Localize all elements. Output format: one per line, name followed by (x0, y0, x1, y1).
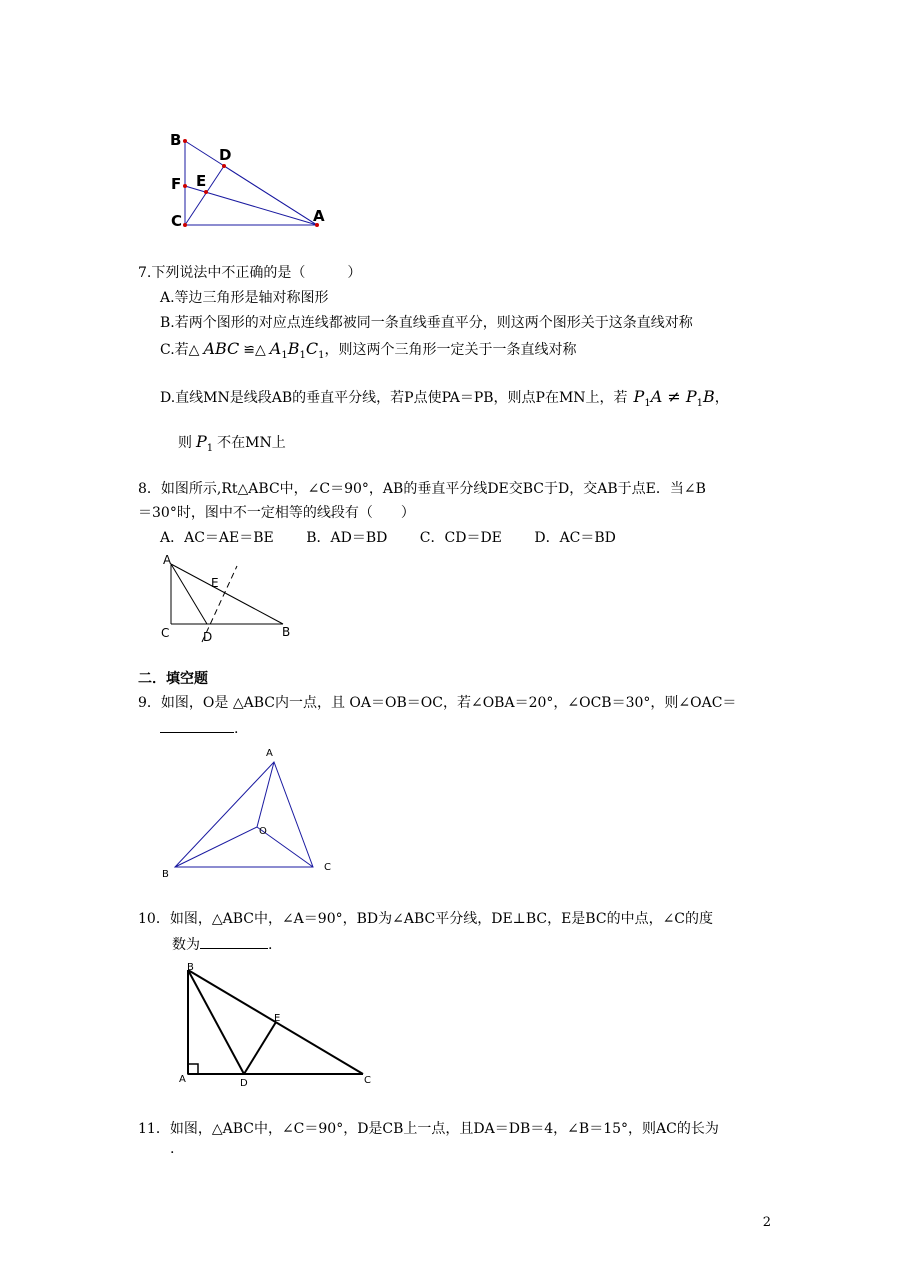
page-number: 2 (762, 1215, 771, 1230)
q9-label-o: O (259, 826, 267, 837)
q10-prefix: 数为 (172, 937, 200, 953)
q9-label-c: C (324, 862, 331, 873)
q7-option-b: B.若两个图形的对应点连线都被同一条直线垂直平分，则这两个图形关于这条直线对称 (160, 315, 693, 331)
q7-d2-prefix: 则 (178, 435, 192, 451)
q10-label-d: D (240, 1078, 248, 1089)
q11-line1: 11．如图，△ABC中，∠C＝90°，D是CB上一点，且DA＝DB＝4，∠B＝15°，则AC的长为 (138, 1121, 719, 1137)
q8-label-c: C (161, 626, 170, 640)
q7-c-suffix: ，则这两个三角形一定关于一条直线对称 (324, 342, 577, 358)
q11-line2: . (170, 1141, 175, 1157)
figure-q8-triangle (155, 550, 300, 645)
q7-d2-suffix: 不在MN上 (217, 435, 286, 451)
q9-line2 (160, 718, 238, 738)
q10-line1: 10．如图，△ABC中，∠A＝90°，BD为∠ABC平分线，DE⊥BC，E是BC的中点，∠C的度 (138, 911, 714, 927)
q7-d-p1-sub: 1 (644, 398, 651, 409)
q7-option-a: A.等边三角形是轴对称图形 (160, 290, 329, 306)
q7-c-congruent: ≌△ (243, 342, 266, 358)
q8-label-d: D (203, 630, 213, 644)
section-fill-in-title: 二．填空题 (138, 671, 208, 687)
q8-label-a: A (163, 553, 172, 567)
q7-c-c-sub: 1 (318, 350, 325, 361)
figure-q9-triangle (155, 742, 340, 882)
q8-label-e: E (211, 576, 219, 590)
q7-d-neq: A ≠ P (650, 387, 697, 406)
q7-d2-p-letter: P (196, 432, 207, 451)
vertex-label-e: E (196, 172, 207, 190)
figure-q10-triangle (170, 958, 385, 1090)
q7-c-b-sub: 1 (299, 350, 306, 361)
q7-d2-p1 (196, 432, 214, 454)
q7-c-a1 (269, 339, 325, 361)
q8-line2: ＝30°时，图中不一定相等的线段有（ ） (138, 505, 415, 521)
q8-options: A．AC＝AE＝BE B．AD＝BD C．CD＝DE D．AC＝BD (160, 530, 616, 546)
q7-d-p2-sub: 1 (696, 398, 703, 409)
q9-label-a: A (266, 748, 273, 759)
q10-label-e: E (274, 1013, 281, 1024)
q10-line2 (172, 934, 272, 954)
q7-option-d-line1 (160, 388, 729, 413)
vertex-label-a: A (313, 207, 325, 225)
q7-d-p1: P (633, 387, 645, 406)
q9-label-b: B (162, 869, 169, 880)
q7-c-a-sub: 1 (281, 350, 288, 361)
figure-top-triangle (165, 125, 340, 235)
q7-d-text: D.直线MN是线段AB的垂直平分线，若P点使PA＝PB，则点P在MN上，若 (160, 390, 628, 406)
q9-answer-blank[interactable] (160, 718, 234, 733)
q10-period: . (268, 937, 273, 953)
q7-c-a-letter: A (269, 339, 282, 358)
vertex-label-d: D (219, 146, 232, 164)
q10-answer-blank[interactable] (200, 934, 268, 949)
q9-line1: 9．如图，O是 △ABC内一点，且 OA＝OB＝OC，若∠OBA＝20°，∠OCB＝30°，则∠OAC＝ (138, 695, 737, 711)
vertex-label-f: F (171, 175, 182, 193)
q8-label-b: B (282, 625, 291, 639)
q7-c-abc: ABC (203, 339, 240, 358)
q7-d-b: B (702, 387, 715, 406)
q10-label-a: A (179, 1074, 186, 1085)
q7-d2-p-sub: 1 (206, 443, 214, 454)
q7-d-math (633, 387, 715, 409)
q7-option-d-line2 (178, 433, 286, 458)
q7-c-prefix: C.若△ (160, 342, 200, 358)
q9-period: . (234, 721, 239, 737)
q10-label-b: B (187, 962, 194, 973)
q8-line1: 8．如图所示,Rt△ABC中，∠C＝90°，AB的垂直平分线DE交BC于D，交AB于点E．当∠B (138, 481, 706, 497)
q7-option-c (160, 340, 577, 365)
q7-d-comma: ， (714, 390, 729, 406)
q7-c-b-letter: B (287, 339, 300, 358)
vertex-label-c: C (171, 212, 183, 230)
vertex-label-b: B (170, 131, 182, 149)
q7-stem: 7.下列说法中不正确的是（ ） (138, 265, 362, 281)
q7-c-c-letter: C (305, 339, 319, 358)
q10-label-c: C (364, 1075, 371, 1086)
